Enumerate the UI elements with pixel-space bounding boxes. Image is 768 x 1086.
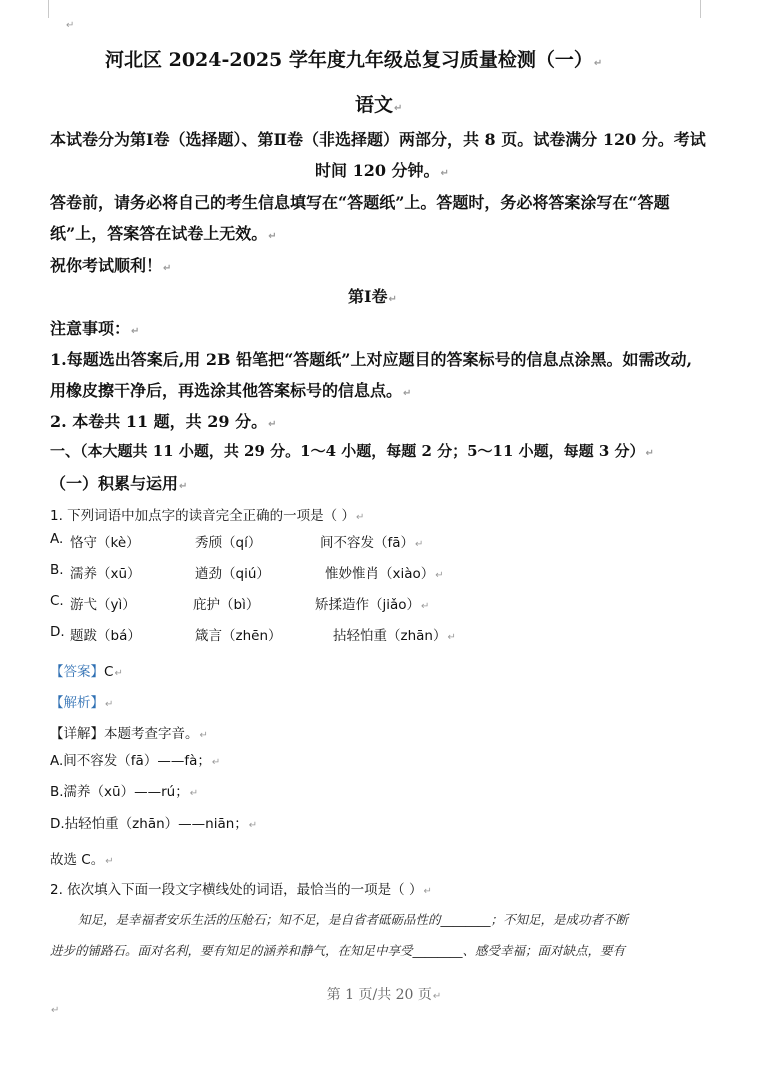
intro-line-3: [50, 190, 670, 213]
option-word-2: 遒劲（qiú）: [195, 566, 270, 582]
q1-detail-d: [50, 812, 257, 832]
intro-text-2: 时间 120 分钟。: [315, 161, 440, 180]
paragraph-mark: ↵: [131, 326, 140, 337]
option-word-3-wrap: [325, 562, 444, 582]
margin-corner-right: [700, 0, 701, 18]
paragraph-mark: ↵: [447, 632, 456, 643]
option-word-3-wrap: [320, 531, 423, 551]
q1-option-b: [50, 562, 444, 582]
page-title: [105, 45, 602, 72]
paragraph-mark: ↵: [163, 263, 172, 274]
part-one-heading: [50, 440, 654, 461]
detail-a-text: A.间不容发（fā）——fà；: [50, 753, 211, 769]
paragraph-mark: ↵: [415, 539, 424, 550]
paragraph-mark: ↵: [593, 58, 603, 69]
option-word-3: 惟妙惟肖（xiào）: [325, 566, 435, 582]
subject-heading: [355, 90, 402, 117]
detail-b-text: B.濡养（xū）——rú；: [50, 784, 189, 800]
notice-title-text: 注意事项：: [50, 319, 131, 338]
option-word-3: 拈轻怕重（zhān）: [333, 628, 447, 644]
paragraph-mark: ↵: [211, 757, 221, 768]
paragraph-mark: ↵: [105, 699, 114, 710]
q1-analysis-tag: [50, 691, 113, 711]
q2-passage-line-2: [50, 941, 625, 959]
q1-stem: [50, 504, 364, 524]
sub-one-heading: [50, 471, 187, 494]
paragraph-mark: ↵: [248, 820, 258, 831]
title-text: 河北区 2024-2025 学年度九年级总复习质量检测（一）: [105, 49, 593, 71]
paragraph-mark: ↵: [66, 20, 75, 31]
intro-line-2: [315, 158, 449, 181]
paragraph-mark: ↵: [421, 601, 430, 612]
option-word-1: 游弋（yì）: [70, 597, 136, 613]
q1-option-d: [50, 624, 456, 644]
option-word-3-wrap: [333, 624, 456, 644]
paragraph-mark: ↵: [403, 388, 412, 399]
paragraph-mark: ↵: [51, 1005, 60, 1016]
paragraph-mark: ↵: [179, 481, 188, 492]
paragraph-mark: ↵: [105, 856, 114, 867]
option-word-2: 箴言（zhēn）: [195, 628, 282, 644]
paragraph-mark: ↵: [388, 294, 397, 305]
paragraph-mark: ↵: [394, 103, 403, 114]
q1-option-c: [50, 593, 430, 613]
option-word-1: 恪守（kè）: [70, 535, 140, 551]
passage-text-1: 知足，是幸福者安乐生活的压舱石；知不足，是自省者砥砺品性的________；不知足，是成功者不断: [78, 912, 629, 927]
notice-title: [50, 316, 139, 339]
option-label: C.: [50, 593, 64, 609]
section-heading: [348, 284, 397, 307]
intro-line-1: [50, 127, 706, 150]
q1-detail-b: [50, 780, 198, 800]
paragraph-mark: ↵: [645, 448, 654, 459]
answer-value: C: [104, 664, 114, 680]
passage-text-2: 进步的铺路石。面对名利，要有知足的涵养和静气，在知足中享受________、感受幸福；面对缺点，要有: [50, 943, 626, 958]
subject-text: 语文: [355, 94, 394, 116]
intro-line-5: [50, 253, 171, 276]
analysis-tag: 【解析】: [50, 695, 104, 711]
option-word-1: 题跋（bá）: [70, 628, 141, 644]
sub-one-text: （一）积累与运用: [50, 474, 179, 493]
option-word-2: 秀颀（qí）: [195, 535, 262, 551]
q2-stem-text: 2. 依次填入下面一段文字横线处的词语，最恰当的一项是（ ）: [50, 882, 423, 898]
section-heading-text: 第Ⅰ卷: [348, 287, 388, 306]
paragraph-mark: ↵: [199, 730, 208, 741]
notice-2: [50, 409, 276, 432]
answer-tag: 【答案】: [50, 664, 104, 680]
paragraph-mark: ↵: [189, 788, 199, 799]
margin-corner-left: [48, 0, 49, 18]
intro-text-5: 祝你考试顺利！: [50, 256, 163, 275]
detail-d-text: D.拈轻怕重（zhān）——niān；: [50, 816, 248, 832]
q1-answer: [50, 660, 123, 680]
option-word-3: 矫揉造作（jiǎo）: [315, 597, 421, 613]
intro-text-1: 本试卷分为第Ⅰ卷（选择题）、第Ⅱ卷（非选择题）两部分，共 8 页。试卷满分 120 分。考试: [50, 130, 706, 149]
paragraph-mark: ↵: [440, 168, 449, 179]
q2-stem: [50, 878, 432, 898]
intro-text-4: 纸”上，答案答在试卷上无效。: [50, 224, 268, 243]
intro-text-3: 答卷前，请务必将自己的考生信息填写在“答题纸”上。答题时，务必将答案涂写在“答题: [50, 193, 670, 212]
paragraph-mark: ↵: [268, 419, 277, 430]
conclusion-text: 故选 C。: [50, 852, 105, 868]
option-word-3-wrap: [315, 593, 429, 613]
option-word-2: 庇护（bì）: [193, 597, 260, 613]
notice-1b: [50, 378, 411, 401]
page-number: 第 1 页/共 20 页: [326, 987, 432, 1003]
paragraph-mark: ↵: [114, 668, 123, 679]
q1-detail: [50, 722, 208, 742]
option-label: A.: [50, 531, 64, 547]
notice-1a-text: 1.每题选出答案后,用 2B 铅笔把“答题纸”上对应题目的答案标号的信息点涂黑。如需改动,: [50, 350, 693, 369]
part-one-text: 一、（本大题共 11 小题，共 29 分。1～4 小题，每题 2 分；5～11 小题，每题 3 分）: [50, 442, 645, 460]
option-label: D.: [50, 624, 65, 640]
notice-2-text: 2. 本卷共 11 题，共 29 分。: [50, 412, 268, 431]
q2-passage-line-1: [78, 910, 628, 928]
paragraph-mark: ↵: [268, 231, 277, 242]
q1-stem-text: 1. 下列词语中加点字的读音完全正确的一项是（ ）: [50, 508, 355, 524]
paragraph-mark: ↵: [355, 512, 365, 523]
paragraph-mark: ↵: [435, 570, 444, 581]
option-word-1: 濡养（xū）: [70, 566, 141, 582]
notice-1b-text: 用橡皮擦干净后，再选涂其他答案标号的信息点。: [50, 381, 403, 400]
paragraph-mark: ↵: [432, 991, 442, 1002]
option-label: B.: [50, 562, 64, 578]
q1-option-a: [50, 531, 424, 551]
detail-text: 【详解】本题考查字音。: [50, 726, 199, 742]
q1-conclusion: [50, 848, 114, 868]
page-footer: [0, 984, 768, 1004]
option-word-3: 间不容发（fā）: [320, 535, 415, 551]
paragraph-mark: ↵: [423, 886, 432, 897]
intro-line-4: [50, 221, 277, 244]
q1-detail-a: [50, 749, 220, 769]
notice-1a: [50, 347, 692, 370]
